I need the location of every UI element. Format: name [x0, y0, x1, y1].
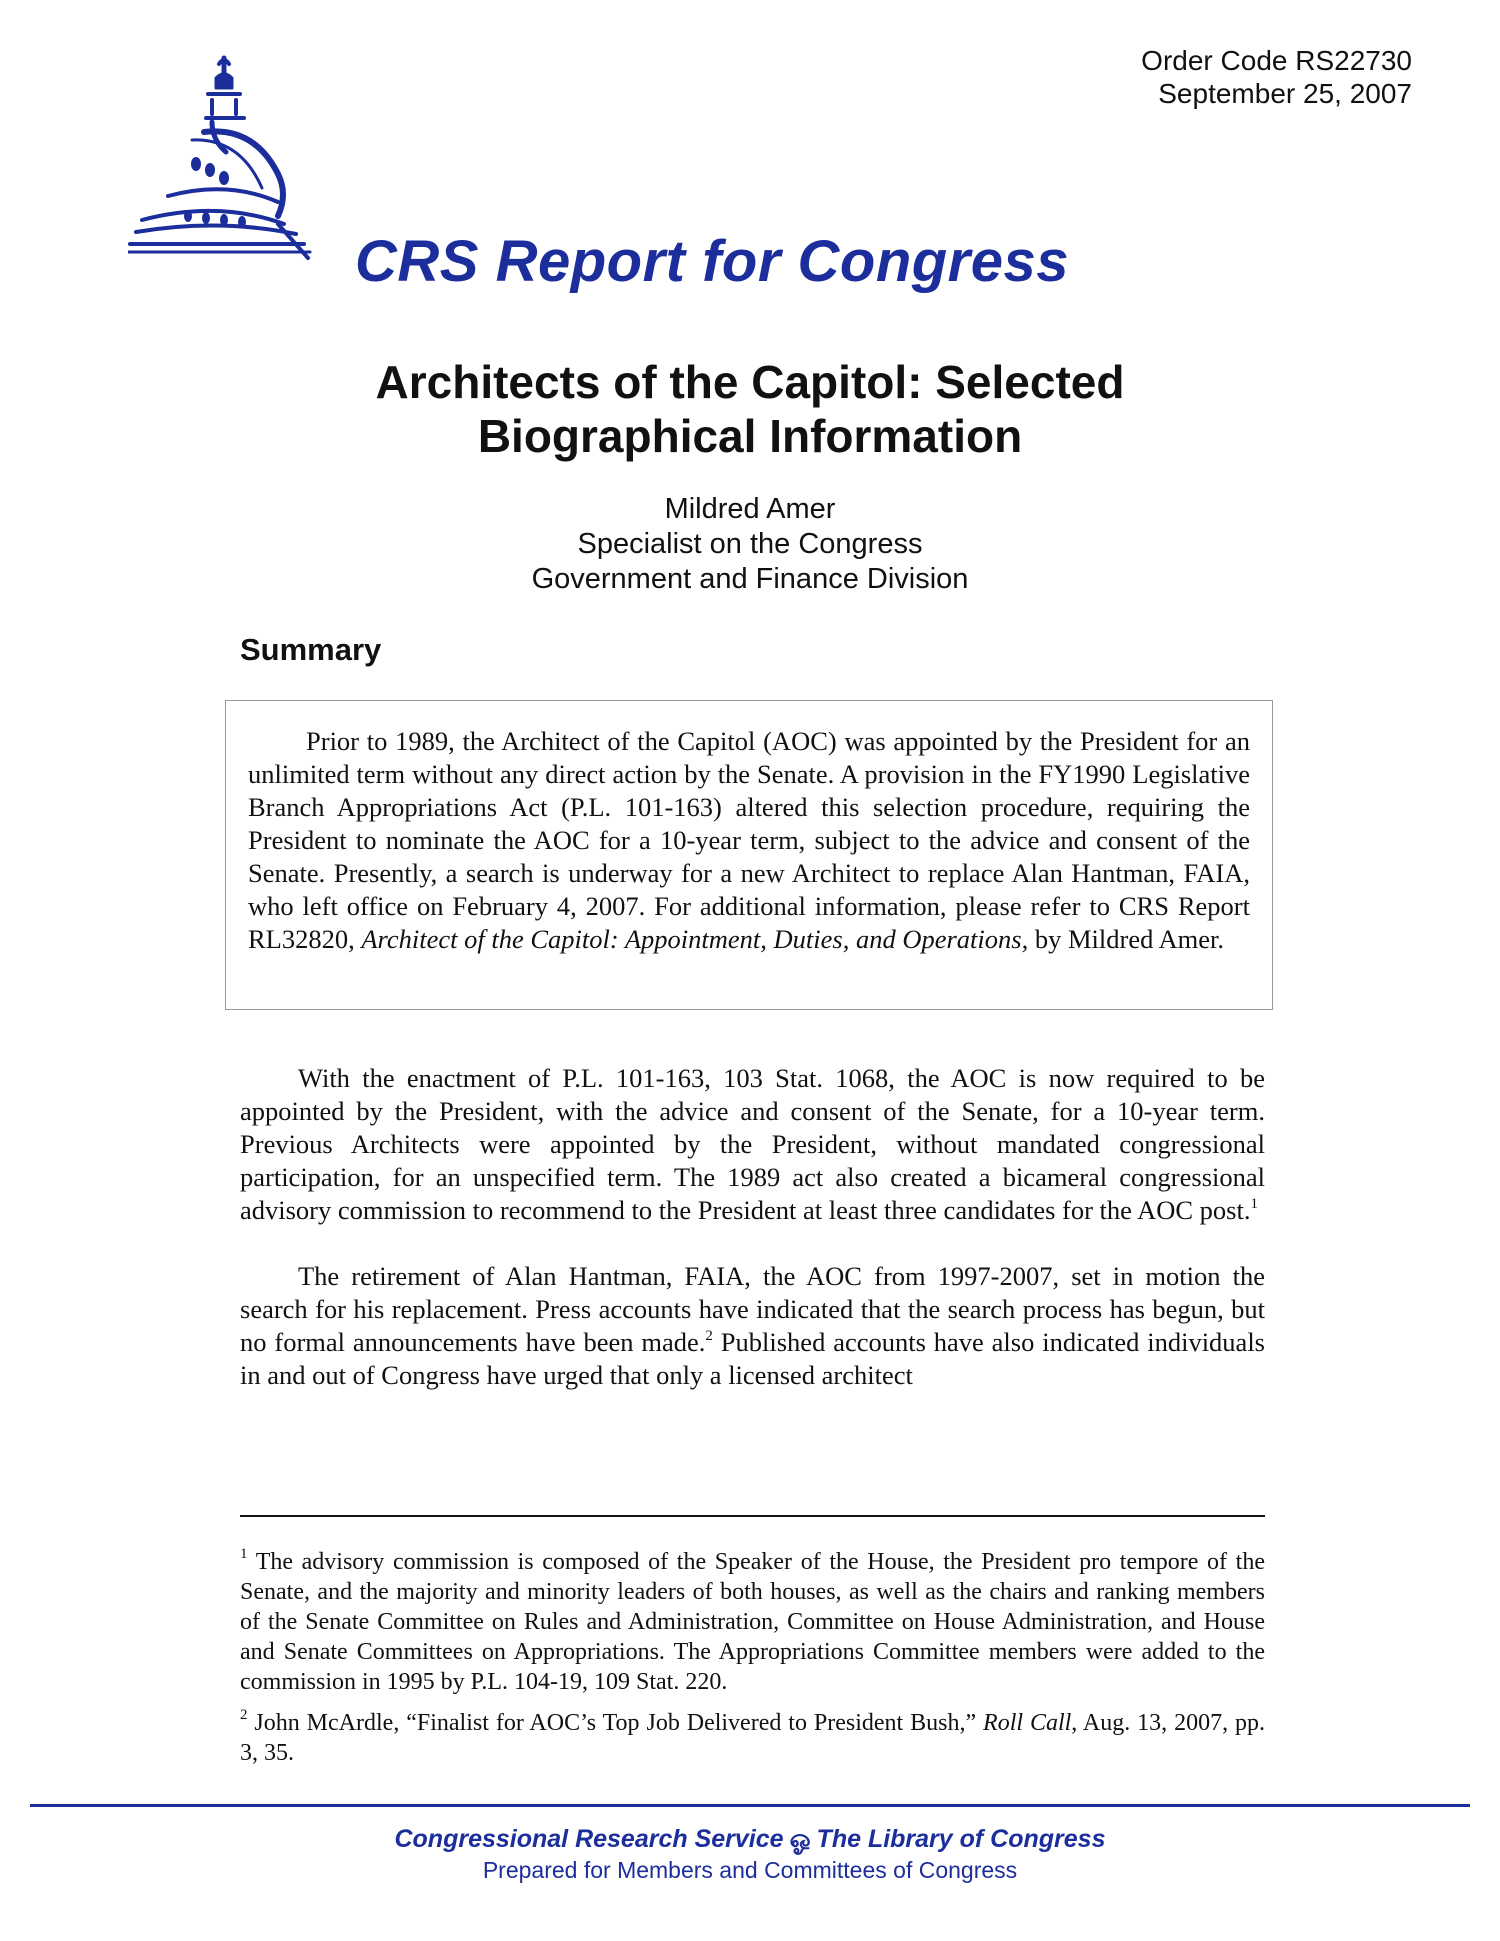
summary-text-end: by Mildred Amer. — [1028, 924, 1225, 954]
summary-report-title: Architect of the Capitol: Appointment, Duties, and Operations, — [361, 924, 1029, 954]
ornament-divider-icon: ஓ — [789, 1825, 811, 1853]
summary-heading: Summary — [240, 632, 382, 667]
summary-text: Prior to 1989, the Architect of the Capitol (AOC) was appointed by the President for an unlimited term without any direct action by the Senate. A provision in the FY1990 Legislative Branch Appropriations Act (P.L. 101-163) altered this selection procedure, requiring the President to nominate the AOC for a 10-year term, subject to the advice and consent of the Senate. Presently, a search is underway for a new Architect to replace Alan Hantman, FAIA, who left office on February 4, 2007. For additional information, please refer to CRS Report RL32820, — [248, 726, 1250, 954]
footnote-ref-1: 1 — [1250, 1196, 1258, 1212]
footer-crs-name: Congressional Research Service — [394, 1825, 784, 1853]
footer-line-2: Prepared for Members and Committees of Congress — [482, 1857, 1018, 1883]
footnote-1-mark: 1 — [240, 1546, 248, 1562]
order-code: Order Code RS22730 — [1141, 45, 1412, 76]
body-paragraph-2-text-a: The retirement of Alan Hantman, FAIA, the AOC from 1997-2007, set in motion the search for his replacement. Press accounts have indicated that the search process has begun, but no formal announcements have been made. — [240, 1261, 1265, 1357]
crs-report-logo-text: CRS Report for Congress — [355, 229, 1070, 294]
author-name: Mildred Amer — [664, 493, 836, 525]
footnotes — [240, 1547, 1265, 1779]
footnote-2-mark: 2 — [240, 1707, 248, 1723]
footnote-1-text: The advisory commission is composed of the Speaker of the House, the President pro tempore of the Senate, and the majority and minority leaders of both houses, as well as the chairs and ranking members of the Senate Committee on Rules and Administration, Committee on House Administration, and House and Senate Committees on Appropriations. The Appropriations Committee members were added to the commission in 1995 by P.L. 104-19, 109 Stat. 220. — [240, 1549, 1265, 1695]
footnote-1 — [240, 1547, 1265, 1697]
footer-loc-name: The Library of Congress — [816, 1825, 1106, 1853]
body-paragraph-1 — [240, 1062, 1265, 1227]
footer-line-1 — [250, 1823, 1250, 1855]
capitol-dome-icon — [128, 48, 358, 298]
author-division: Government and Finance Division — [531, 563, 969, 595]
body-text — [240, 1062, 1265, 1425]
page-title — [250, 355, 1250, 463]
title-line-2: Biographical Information — [477, 410, 1023, 462]
page-footer — [250, 1823, 1250, 1885]
body-paragraph-2-text-b: Published accounts have also indicated individuals in and out of Congress have urged that only a licensed architect — [240, 1327, 1265, 1390]
summary-box — [225, 700, 1273, 1010]
footnote-2 — [240, 1708, 1265, 1768]
author-block — [250, 492, 1250, 597]
footer-divider — [30, 1804, 1470, 1807]
body-paragraph-2 — [240, 1260, 1265, 1392]
title-line-1: Architects of the Capitol: Selected — [375, 356, 1125, 408]
summary-paragraph — [248, 725, 1250, 956]
footnote-2-publication: Roll Call — [983, 1710, 1072, 1736]
footnote-2-text-b: , Aug. 13, 2007, pp. 3, 35. — [240, 1710, 1265, 1766]
body-paragraph-1-text: With the enactment of P.L. 101-163, 103 Stat. 1068, the AOC is now required to be appointed by the President, with the advice and consent of the Senate, for a 10-year term. Previous Architects were appointed by the President, without mandated congressional participation, for an unspecified term. The 1989 act also created a bicameral congressional advisory commission to recommend to the President at least three candidates for the AOC post. — [240, 1063, 1265, 1225]
footnote-2-text-a: John McArdle, “Finalist for AOC’s Top Job Delivered to President Bush,” — [247, 1710, 984, 1736]
author-position: Specialist on the Congress — [577, 528, 923, 560]
footnote-ref-2: 2 — [705, 1328, 713, 1344]
footnote-divider — [240, 1515, 1265, 1517]
report-date: September 25, 2007 — [1158, 78, 1412, 109]
order-code-block — [1141, 44, 1412, 110]
